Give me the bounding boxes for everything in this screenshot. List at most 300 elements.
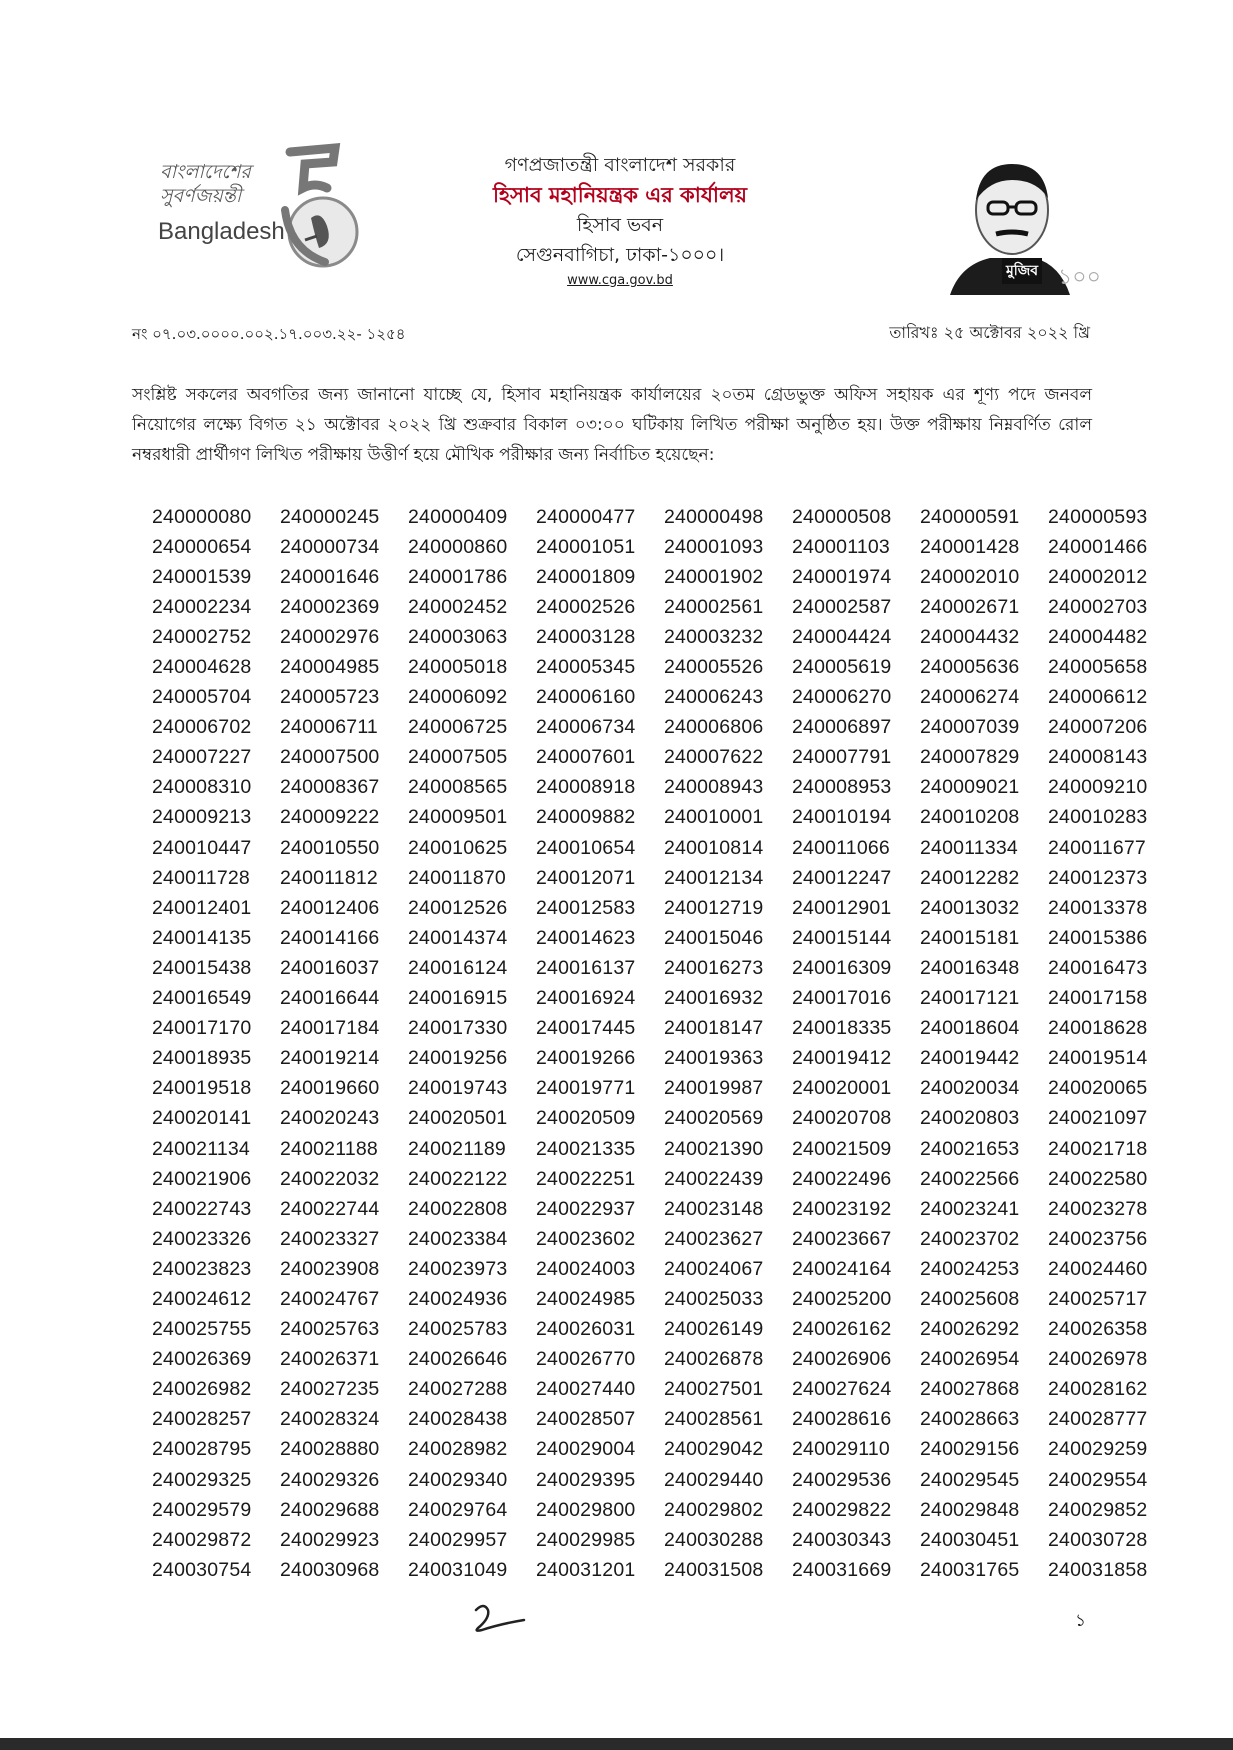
roll-number-cell: 240007206 [1048,716,1148,739]
roll-number-cell: 240023627 [664,1227,764,1250]
roll-number-cell: 240000593 [1048,505,1148,528]
table-row [152,1074,1176,1104]
roll-number-cell: 240012901 [792,896,892,919]
roll-number-cell: 240029326 [280,1468,380,1491]
roll-number-cell: 240000498 [664,505,764,528]
roll-number-cell: 240021718 [1048,1137,1148,1160]
roll-number-cell: 240021188 [280,1137,378,1160]
roll-number-cell: 240010001 [664,806,764,829]
roll-number-cell: 240009021 [920,776,1020,799]
roll-number-cell: 240015046 [664,926,764,949]
roll-number-cell: 240012247 [792,866,892,889]
roll-number-cell: 240026292 [920,1318,1020,1341]
roll-number-cell: 240007039 [920,716,1020,739]
roll-number-cell: 240002526 [536,595,636,618]
office-header [420,150,820,292]
roll-number-cell: 240001646 [280,565,380,588]
roll-number-cell: 240019256 [408,1047,508,1070]
table-row [152,1164,1176,1194]
roll-number-cell: 240019514 [1048,1047,1148,1070]
roll-number-cell: 240024936 [408,1287,508,1310]
roll-number-cell: 240011334 [920,836,1018,859]
roll-number-cell: 240023278 [1048,1197,1148,1220]
mujib-label: মুজিব [1002,258,1042,284]
table-row [152,1345,1176,1375]
roll-number-cell: 240029554 [1048,1468,1148,1491]
roll-number-cell: 240005658 [1048,656,1148,679]
roll-number-cell: 240019518 [152,1077,252,1100]
roll-number-cell: 240011677 [1048,836,1146,859]
roll-number-cell: 240030288 [664,1528,764,1551]
golden-jubilee-logo [150,140,360,275]
roll-number-cell: 240012526 [408,896,508,919]
roll-number-cell: 240005704 [152,686,252,709]
roll-number-cell: 240001902 [664,565,764,588]
roll-number-cell: 240000409 [408,505,508,528]
roll-number-cell: 240017170 [152,1017,252,1040]
roll-number-cell: 240010194 [792,806,892,829]
roll-number-cell: 240016348 [920,956,1020,979]
roll-number-cell: 240007500 [280,746,380,769]
office-address: সেগুনবাগিচা, ঢাকা-১০০০। [515,244,725,266]
notice-paragraph: সংশ্লিষ্ট সকলের অবগতির জন্য জানানো যাচ্ছে যে, হিসাব মহানিয়ন্ত্রক কার্যালয়ের ২০তম গ্রেডভুক্ত অফিস সহায়ক এর শূণ্য পদে জনবল নিয়োগের লক্ষ্যে বিগত ২১ অক্টোবর ২০২২ খ্রি শুক্রবার বিকাল ০৩:০০ ঘটিকায় লিখিত পরীক্ষা অনুষ্ঠিত হয়। উক্ত পরীক্ষায় নিম্নবর্ণিত রোল নম্বরধারী প্রার্থীগণ লিখিত পরীক্ষায় উত্তীর্ণ হয়ে মৌখিক পরীক্ষার জন্য নির্বাচিত হয়েছেন: [132,385,1092,465]
roll-number-cell: 240019660 [280,1077,380,1100]
roll-number-cell: 240019412 [792,1047,892,1070]
roll-number-cell: 240029579 [152,1498,252,1521]
roll-number-cell: 240026770 [536,1348,636,1371]
roll-number-cell: 240029259 [1048,1438,1148,1461]
roll-number-cell: 240016309 [792,956,892,979]
roll-number-cell: 240005636 [920,656,1020,679]
roll-number-cell: 240026149 [664,1318,764,1341]
roll-number-cell: 240002703 [1048,595,1148,618]
table-row [152,803,1176,833]
roll-number-cell: 240027624 [792,1378,892,1401]
roll-number-cell: 240010625 [408,836,508,859]
roll-number-cell: 240012071 [536,866,636,889]
roll-number-cell: 240028438 [408,1408,508,1431]
roll-number-cell: 240007622 [664,746,764,769]
roll-number-cell: 240018604 [920,1017,1020,1040]
page-number: ১ [1075,1611,1087,1631]
table-row [152,683,1176,713]
roll-number-cell: 240003232 [664,625,764,648]
roll-number-cell: 240029957 [408,1528,508,1551]
roll-number-cell: 240010208 [920,806,1020,829]
table-row [152,1194,1176,1224]
roll-number-cell: 240029802 [664,1498,764,1521]
roll-number-cell: 240026878 [664,1348,764,1371]
roll-number-cell: 240012282 [920,866,1020,889]
table-row [152,1465,1176,1495]
roll-number-cell: 240024003 [536,1257,636,1280]
table-row [152,1315,1176,1345]
roll-number-cell: 240001809 [536,565,636,588]
memo-number: নং ০৭.০৩.০০০০.০০২.১৭.০০৩.২২- ১২৫৪ [132,325,406,343]
roll-number-cell: 240029545 [920,1468,1020,1491]
table-row [152,953,1176,983]
roll-number-cell: 240027868 [920,1378,1020,1401]
roll-number-cell: 240002010 [920,565,1020,588]
roll-number-cell: 240024985 [536,1287,636,1310]
roll-number-cell: 240029923 [280,1528,380,1551]
roll-number-cell: 240019214 [280,1047,380,1070]
roll-number-cell: 240021906 [152,1167,252,1190]
roll-number-cell: 240026031 [536,1318,636,1341]
roll-number-cell: 240000591 [920,505,1020,528]
roll-number-cell: 240028507 [536,1408,636,1431]
roll-number-cell: 240023327 [280,1227,380,1250]
roll-number-cell: 240020141 [152,1107,252,1130]
roll-number-cell: 240011728 [152,866,250,889]
roll-number-cell: 240001428 [920,535,1020,558]
roll-number-cell: 240029042 [664,1438,764,1461]
roll-number-cell: 240022251 [536,1167,636,1190]
roll-number-cell: 240025755 [152,1318,252,1341]
roll-number-cell: 240023326 [152,1227,252,1250]
roll-number-cell: 240031049 [408,1558,508,1581]
roll-number-cell: 240009210 [1048,776,1148,799]
roll-number-cell: 240024460 [1048,1257,1148,1280]
roll-number-cell: 240028982 [408,1438,508,1461]
roll-number-cell: 240004482 [1048,625,1148,648]
roll-number-cell: 240006092 [408,686,508,709]
roll-number-cell: 240002587 [792,595,892,618]
roll-number-cell: 240008943 [664,776,764,799]
roll-number-cell: 240022808 [408,1197,508,1220]
roll-number-cell: 240002976 [280,625,380,648]
roll-number-cell: 240004628 [152,656,252,679]
signature-mark [470,1600,530,1640]
roll-number-cell: 240008310 [152,776,252,799]
roll-number-cell: 240031669 [792,1558,892,1581]
roll-number-cell: 240031201 [536,1558,636,1581]
roll-number-cell: 240012583 [536,896,636,919]
table-row [152,652,1176,682]
roll-number-cell: 240020243 [280,1107,380,1130]
roll-number-cell: 240030451 [920,1528,1020,1551]
memo-date: তারিখঃ ২৫ অক্টোবর ২০২২ খ্রি [889,323,1090,342]
roll-number-cell: 240016924 [536,987,636,1010]
roll-number-cell: 240002012 [1048,565,1148,588]
roll-number-cell: 240016273 [664,956,764,979]
roll-number-cell: 240026162 [792,1318,892,1341]
roll-number-cell: 240028257 [152,1408,252,1431]
table-row [152,713,1176,743]
roll-number-cell: 240023602 [536,1227,636,1250]
roll-number-cell: 240023973 [408,1257,508,1280]
roll-number-cell: 240029848 [920,1498,1020,1521]
hundred-label: ১০০ [1058,264,1101,289]
roll-number-cell: 240020803 [920,1107,1020,1130]
roll-number-cell: 240022496 [792,1167,892,1190]
mujib-borsho-logo [940,150,1100,300]
roll-number-cell: 240019771 [536,1077,636,1100]
table-row [152,1495,1176,1525]
table-row [152,1405,1176,1435]
table-row [152,1525,1176,1555]
table-row [152,1044,1176,1074]
roll-number-cell: 240029440 [664,1468,764,1491]
roll-number-cell: 240023823 [152,1257,252,1280]
roll-number-cell: 240025783 [408,1318,508,1341]
roll-number-cell: 240010447 [152,836,252,859]
table-row [152,863,1176,893]
roll-number-cell: 240016037 [280,956,380,979]
roll-number-cell: 240006806 [664,716,764,739]
scan-edge [0,1738,1233,1750]
roll-number-cell: 240028616 [792,1408,892,1431]
roll-number-cell: 240022580 [1048,1167,1148,1190]
roll-number-cell: 240029764 [408,1498,508,1521]
table-row [152,773,1176,803]
roll-number-cell: 240008367 [280,776,380,799]
roll-number-cell: 240013032 [920,896,1020,919]
roll-number-cell: 240029536 [792,1468,892,1491]
roll-number-cell: 240001466 [1048,535,1148,558]
roll-number-cell: 240029110 [792,1438,890,1461]
roll-number-cell: 240012134 [664,866,764,889]
roll-number-cell: 240006702 [152,716,252,739]
roll-number-cell: 240009213 [152,806,252,829]
roll-number-cell: 240029800 [536,1498,636,1521]
roll-number-cell: 240016915 [408,987,508,1010]
roll-number-cell: 240026954 [920,1348,1020,1371]
roll-number-cell: 240015438 [152,956,252,979]
table-row [152,833,1176,863]
roll-number-cell: 240000860 [408,535,508,558]
roll-number-cell: 240031508 [664,1558,764,1581]
logo-line-3: Bangladesh [158,218,285,245]
table-row [152,592,1176,622]
roll-number-table [152,502,1176,1585]
table-row [152,1284,1176,1314]
roll-number-cell: 240028663 [920,1408,1020,1431]
roll-number-cell: 240006725 [408,716,508,739]
roll-number-cell: 240005526 [664,656,764,679]
table-row [152,984,1176,1014]
roll-number-cell: 240011870 [408,866,506,889]
roll-number-cell: 240025033 [664,1287,764,1310]
roll-number-cell: 240024067 [664,1257,764,1280]
roll-number-cell: 240000734 [280,535,380,558]
roll-number-cell: 240030343 [792,1528,892,1551]
roll-number-cell: 240021097 [1048,1107,1148,1130]
roll-number-cell: 240001974 [792,565,892,588]
table-row [152,502,1176,532]
roll-number-cell: 240002234 [152,595,252,618]
roll-number-cell: 240012406 [280,896,380,919]
roll-number-cell: 240006897 [792,716,892,739]
roll-number-cell: 240020501 [408,1107,508,1130]
roll-number-cell: 240031858 [1048,1558,1148,1581]
roll-number-cell: 240016644 [280,987,380,1010]
roll-number-cell: 240022122 [408,1167,508,1190]
roll-number-cell: 240022032 [280,1167,380,1190]
roll-number-cell: 240028324 [280,1408,380,1431]
roll-number-cell: 240026982 [152,1378,252,1401]
roll-number-cell: 240023241 [920,1197,1020,1220]
roll-number-cell: 240022439 [664,1167,764,1190]
roll-number-cell: 240005018 [408,656,508,679]
government-name: গণপ্রজাতন্ত্রী বাংলাদেশ সরকার [504,154,736,176]
roll-number-cell: 240013378 [1048,896,1148,919]
roll-number-cell: 240006274 [920,686,1020,709]
roll-number-cell: 240001786 [408,565,508,588]
roll-number-cell: 240007791 [792,746,892,769]
roll-number-cell: 240028561 [664,1408,764,1431]
roll-number-cell: 240017330 [408,1017,508,1040]
roll-number-cell: 240020708 [792,1107,892,1130]
roll-number-cell: 240023148 [664,1197,764,1220]
roll-number-cell: 240003063 [408,625,508,648]
roll-number-cell: 240010550 [280,836,380,859]
fifty-emblem-icon [245,140,365,270]
website-link[interactable]: www.cga.gov.bd [567,273,673,288]
roll-number-cell: 240002369 [280,595,380,618]
roll-number-cell: 240029822 [792,1498,892,1521]
roll-number-cell: 240020065 [1048,1077,1148,1100]
roll-number-cell: 240018335 [792,1017,892,1040]
roll-number-cell: 240026369 [152,1348,252,1371]
roll-number-cell: 240008953 [792,776,892,799]
roll-number-cell: 240026906 [792,1348,892,1371]
roll-number-cell: 240027501 [664,1378,764,1401]
roll-number-cell: 240028162 [1048,1378,1148,1401]
roll-number-cell: 240025608 [920,1287,1020,1310]
roll-number-cell: 240022743 [152,1197,252,1220]
roll-number-cell: 240017184 [280,1017,380,1040]
table-row [152,923,1176,953]
roll-number-cell: 240001103 [792,535,890,558]
roll-number-cell: 240019987 [664,1077,764,1100]
office-name: হিসাব মহানিয়ন্ত্রক এর কার্যালয় [492,183,748,207]
roll-number-cell: 240007829 [920,746,1020,769]
roll-number-cell: 240020569 [664,1107,764,1130]
roll-number-cell: 240002671 [920,595,1020,618]
roll-number-cell: 240019266 [536,1047,636,1070]
roll-number-cell: 240001051 [536,535,636,558]
roll-number-cell: 240020001 [792,1077,892,1100]
roll-number-cell: 240008565 [408,776,508,799]
roll-number-cell: 240011812 [280,866,378,889]
roll-number-cell: 240021189 [408,1137,506,1160]
roll-number-cell: 240028880 [280,1438,380,1461]
roll-number-cell: 240019743 [408,1077,508,1100]
roll-number-cell: 240000245 [280,505,380,528]
roll-number-cell: 240017121 [920,987,1020,1010]
roll-number-cell: 240019442 [920,1047,1020,1070]
roll-number-cell: 240000080 [152,505,252,528]
table-row [152,1224,1176,1254]
table-row [152,893,1176,923]
building-name: হিসাব ভবন [576,214,664,236]
roll-number-cell: 240015181 [920,926,1020,949]
roll-number-cell: 240006270 [792,686,892,709]
table-row [152,1254,1176,1284]
roll-number-cell: 240024767 [280,1287,380,1310]
roll-number-cell: 240006612 [1048,686,1148,709]
roll-number-cell: 240030968 [280,1558,380,1581]
roll-number-cell: 240029340 [408,1468,508,1491]
roll-number-cell: 240028795 [152,1438,252,1461]
roll-number-cell: 240029004 [536,1438,636,1461]
roll-number-cell: 240021335 [536,1137,636,1160]
roll-number-cell: 240029325 [152,1468,252,1491]
roll-number-cell: 240004985 [280,656,380,679]
roll-number-cell: 240015144 [792,926,892,949]
roll-number-cell: 240025200 [792,1287,892,1310]
roll-number-cell: 240029852 [1048,1498,1148,1521]
roll-number-cell: 240008918 [536,776,636,799]
roll-number-cell: 240004432 [920,625,1020,648]
roll-number-cell: 240005619 [792,656,892,679]
roll-number-cell: 240002452 [408,595,508,618]
roll-number-cell: 240023702 [920,1227,1020,1250]
roll-number-cell: 240011066 [792,836,890,859]
roll-number-cell: 240024612 [152,1287,252,1310]
table-row [152,562,1176,592]
roll-number-cell: 240027288 [408,1378,508,1401]
roll-number-cell: 240030754 [152,1558,252,1581]
roll-number-cell: 240006243 [664,686,764,709]
roll-number-cell: 240028777 [1048,1408,1148,1431]
roll-number-cell: 240027440 [536,1378,636,1401]
table-row [152,622,1176,652]
logo-line-1: বাংলাদেশের [160,161,251,183]
roll-number-cell: 240020034 [920,1077,1020,1100]
table-row [152,532,1176,562]
table-row [152,1104,1176,1134]
roll-number-cell: 240023667 [792,1227,892,1250]
roll-number-cell: 240022744 [280,1197,380,1220]
roll-number-cell: 240022937 [536,1197,636,1220]
roll-number-cell: 240029688 [280,1498,380,1521]
roll-number-cell: 240023384 [408,1227,508,1250]
roll-number-cell: 240009222 [280,806,380,829]
roll-number-cell: 240016549 [152,987,252,1010]
roll-number-cell: 240023756 [1048,1227,1148,1250]
roll-number-cell: 240022566 [920,1167,1020,1190]
roll-number-cell: 240012719 [664,896,764,919]
roll-number-cell: 240026978 [1048,1348,1148,1371]
roll-number-cell: 240010814 [664,836,764,859]
roll-number-cell: 240000477 [536,505,636,528]
roll-number-cell: 240007601 [536,746,636,769]
roll-number-cell: 240021134 [152,1137,250,1160]
roll-number-cell: 240027235 [280,1378,380,1401]
roll-number-cell: 240017445 [536,1017,636,1040]
roll-number-cell: 240023908 [280,1257,380,1280]
roll-number-cell: 240029985 [536,1528,636,1551]
roll-number-cell: 240015386 [1048,926,1148,949]
table-row [152,1375,1176,1405]
roll-number-cell: 240005345 [536,656,636,679]
roll-number-cell: 240005723 [280,686,380,709]
roll-number-cell: 240021509 [792,1137,892,1160]
roll-number-cell: 240014623 [536,926,636,949]
table-row [152,1435,1176,1465]
roll-number-cell: 240016124 [408,956,508,979]
roll-number-cell: 240001539 [152,565,252,588]
roll-number-cell: 240016473 [1048,956,1148,979]
roll-number-cell: 240012401 [152,896,252,919]
roll-number-cell: 240001093 [664,535,764,558]
roll-number-cell: 240018935 [152,1047,252,1070]
roll-number-cell: 240021390 [664,1137,764,1160]
table-row [152,1555,1176,1585]
roll-number-cell: 240016932 [664,987,764,1010]
